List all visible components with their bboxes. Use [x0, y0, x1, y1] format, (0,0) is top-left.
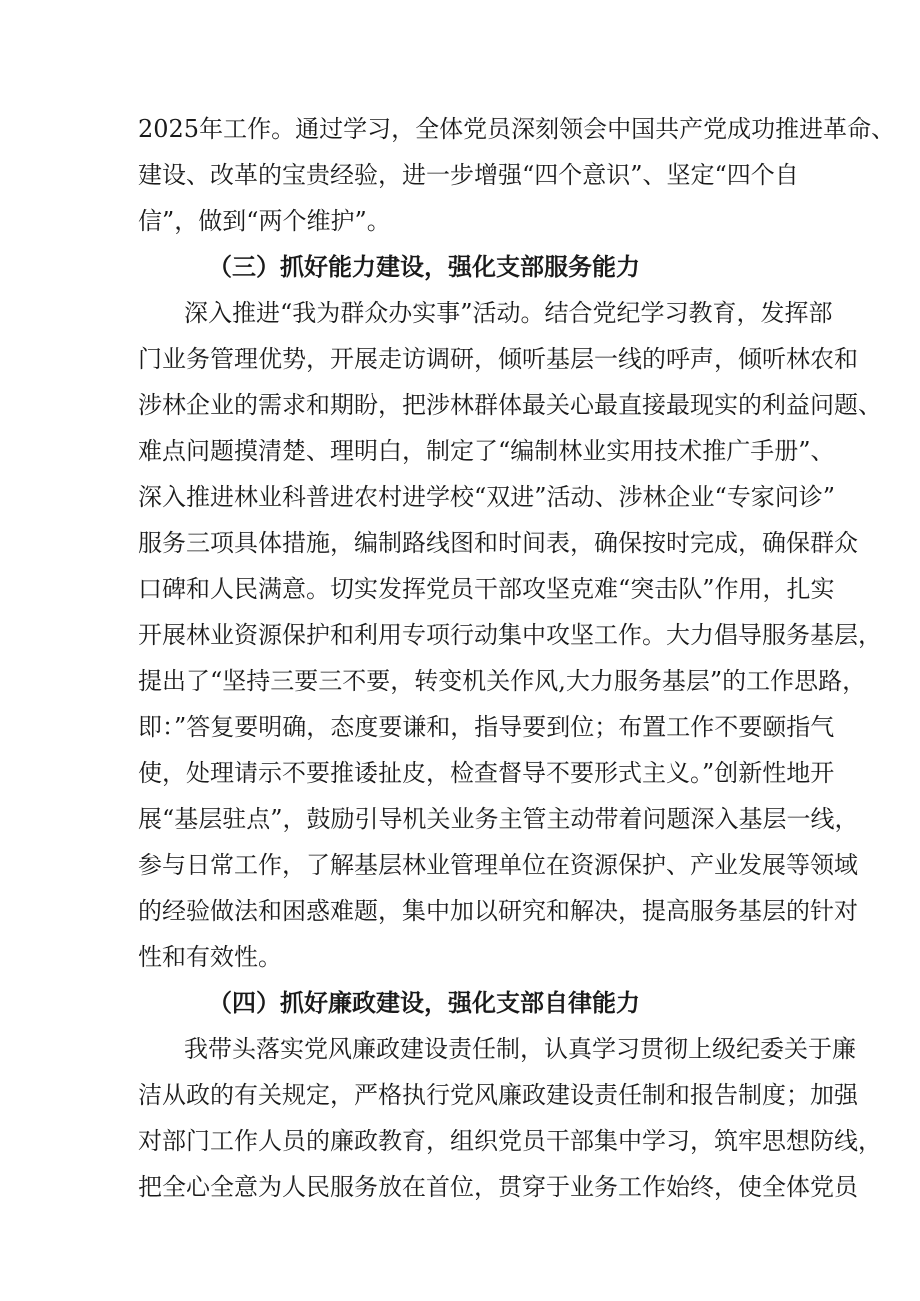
document-body: [138, 106, 896, 1210]
text-line: 把全心全意为人民服务放在首位，贯穿于业务工作始终，使全体党员: [138, 1173, 858, 1201]
text-line: 建设、改革的宝贵经验，进一步增强“四个意识”、坚定“四个自: [138, 161, 799, 189]
text-line: 展“基层驻点”，鼓励引导机关业务主管主动带着问题深入基层一线，: [138, 805, 859, 833]
text-line: 门业务管理优势，开展走访调研，倾听基层一线的呼声，倾听林农和: [138, 345, 858, 373]
text-line: 我带头落实党风廉政建设责任制，认真学习贯彻上级纪委关于廉: [184, 1035, 856, 1063]
text-line: 参与日常工作，了解基层林业管理单位在资源保护、产业发展等领域: [138, 851, 858, 879]
section-heading: （四）抓好廉政建设，强化支部自律能力: [208, 988, 640, 1017]
section-heading: （三）抓好能力建设，强化支部服务能力: [208, 252, 640, 281]
text-line: 提出了“坚持三要三不要，转变机关作风,大力服务基层”的工作思路，: [138, 667, 867, 695]
text-line: 口碑和人民满意。切实发挥党员干部攻坚克难“突击队”作用，扎实: [138, 575, 835, 603]
text-line: 深入推进“我为群众办实事”活动。结合党纪学习教育，发挥部: [184, 299, 833, 327]
text-line: 2025年工作。通过学习，全体党员深刻领会中国共产党成功推进革命、: [138, 115, 896, 143]
text-line: 即：”答复要明确，态度要谦和，指导要到位；布置工作不要颐指气: [138, 713, 835, 741]
text-line: 使，处理请示不要推诿扯皮，检查督导不要形式主义。”创新性地开: [138, 759, 835, 787]
text-line: 洁从政的有关规定，严格执行党风廉政建设责任制和报告制度；加强: [138, 1081, 858, 1109]
text-line: 服务三项具体措施，编制路线图和时间表，确保按时完成，确保群众: [138, 529, 858, 557]
text-line: 开展林业资源保护和利用专项行动集中攻坚工作。大力倡导服务基层，: [138, 621, 882, 649]
text-line: 对部门工作人员的廉政教育，组织党员干部集中学习，筑牢思想防线，: [138, 1127, 882, 1155]
text-line: 的经验做法和困惑难题，集中加以研究和解决，提高服务基层的针对: [138, 897, 858, 925]
text-line: 性和有效性。: [138, 943, 282, 971]
text-line: 信”，做到“两个维护”。: [138, 207, 391, 235]
text-line: 深入推进林业科普进农村进学校“双进”活动、涉林企业“专家问诊”: [138, 483, 836, 511]
text-line: 难点问题摸清楚、理明白，制定了“编制林业实用技术推广手册”、: [138, 437, 835, 465]
text-line: 涉林企业的需求和期盼，把涉林群体最关心最直接最现实的利益问题、: [138, 391, 882, 419]
